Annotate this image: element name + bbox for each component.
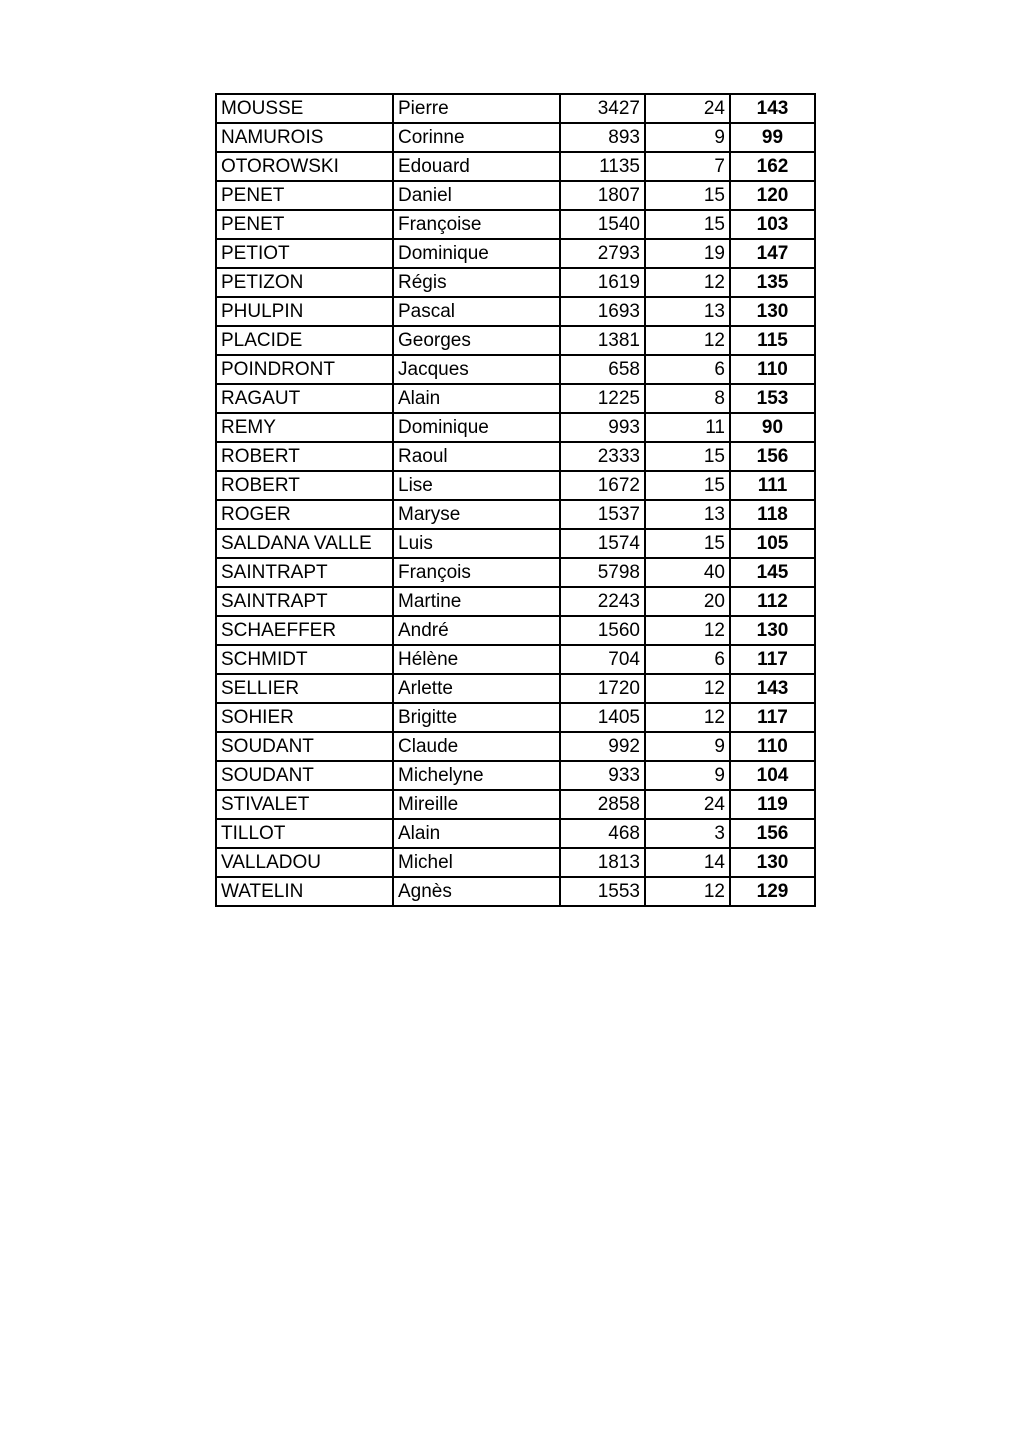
count-cell: 19 xyxy=(645,239,730,268)
table-row xyxy=(216,645,815,674)
count-cell: 6 xyxy=(645,355,730,384)
first-name-cell: Dominique xyxy=(393,413,560,442)
table-row xyxy=(216,268,815,297)
points-cell: 1693 xyxy=(560,297,645,326)
table-row xyxy=(216,674,815,703)
results-table xyxy=(215,93,816,907)
count-cell: 12 xyxy=(645,877,730,906)
average-cell: 162 xyxy=(730,152,815,181)
first-name-cell: Edouard xyxy=(393,152,560,181)
count-cell: 8 xyxy=(645,384,730,413)
table-row xyxy=(216,529,815,558)
first-name-cell: Régis xyxy=(393,268,560,297)
points-cell: 1574 xyxy=(560,529,645,558)
average-cell: 153 xyxy=(730,384,815,413)
points-cell: 1720 xyxy=(560,674,645,703)
count-cell: 7 xyxy=(645,152,730,181)
last-name-cell: SOHIER xyxy=(216,703,393,732)
table-row xyxy=(216,732,815,761)
last-name-cell: NAMUROIS xyxy=(216,123,393,152)
first-name-cell: Brigitte xyxy=(393,703,560,732)
points-cell: 1381 xyxy=(560,326,645,355)
last-name-cell: REMY xyxy=(216,413,393,442)
table-row xyxy=(216,181,815,210)
first-name-cell: Corinne xyxy=(393,123,560,152)
first-name-cell: Claude xyxy=(393,732,560,761)
last-name-cell: SALDANA VALLE xyxy=(216,529,393,558)
average-cell: 112 xyxy=(730,587,815,616)
last-name-cell: SOUDANT xyxy=(216,761,393,790)
average-cell: 110 xyxy=(730,355,815,384)
count-cell: 3 xyxy=(645,819,730,848)
first-name-cell: Georges xyxy=(393,326,560,355)
count-cell: 40 xyxy=(645,558,730,587)
table-row xyxy=(216,877,815,906)
average-cell: 145 xyxy=(730,558,815,587)
average-cell: 147 xyxy=(730,239,815,268)
average-cell: 103 xyxy=(730,210,815,239)
average-cell: 110 xyxy=(730,732,815,761)
first-name-cell: Pierre xyxy=(393,94,560,123)
table-row xyxy=(216,123,815,152)
last-name-cell: ROBERT xyxy=(216,442,393,471)
table-row xyxy=(216,471,815,500)
average-cell: 115 xyxy=(730,326,815,355)
points-cell: 1405 xyxy=(560,703,645,732)
table-row xyxy=(216,819,815,848)
count-cell: 9 xyxy=(645,123,730,152)
points-cell: 1553 xyxy=(560,877,645,906)
points-cell: 992 xyxy=(560,732,645,761)
points-cell: 933 xyxy=(560,761,645,790)
last-name-cell: TILLOT xyxy=(216,819,393,848)
last-name-cell: PETIOT xyxy=(216,239,393,268)
table-row xyxy=(216,761,815,790)
table-row xyxy=(216,413,815,442)
points-cell: 1672 xyxy=(560,471,645,500)
first-name-cell: Arlette xyxy=(393,674,560,703)
average-cell: 143 xyxy=(730,94,815,123)
first-name-cell: Daniel xyxy=(393,181,560,210)
first-name-cell: Luis xyxy=(393,529,560,558)
first-name-cell: Raoul xyxy=(393,442,560,471)
count-cell: 15 xyxy=(645,442,730,471)
first-name-cell: Jacques xyxy=(393,355,560,384)
count-cell: 11 xyxy=(645,413,730,442)
table-row xyxy=(216,355,815,384)
first-name-cell: Agnès xyxy=(393,877,560,906)
average-cell: 156 xyxy=(730,819,815,848)
first-name-cell: André xyxy=(393,616,560,645)
points-cell: 704 xyxy=(560,645,645,674)
average-cell: 135 xyxy=(730,268,815,297)
table-row xyxy=(216,558,815,587)
points-cell: 1540 xyxy=(560,210,645,239)
average-cell: 130 xyxy=(730,848,815,877)
table-row xyxy=(216,587,815,616)
average-cell: 119 xyxy=(730,790,815,819)
count-cell: 14 xyxy=(645,848,730,877)
average-cell: 105 xyxy=(730,529,815,558)
points-cell: 1225 xyxy=(560,384,645,413)
average-cell: 117 xyxy=(730,703,815,732)
points-cell: 1537 xyxy=(560,500,645,529)
count-cell: 12 xyxy=(645,326,730,355)
first-name-cell: François xyxy=(393,558,560,587)
average-cell: 118 xyxy=(730,500,815,529)
last-name-cell: ROBERT xyxy=(216,471,393,500)
points-cell: 1560 xyxy=(560,616,645,645)
count-cell: 12 xyxy=(645,616,730,645)
count-cell: 15 xyxy=(645,471,730,500)
first-name-cell: Françoise xyxy=(393,210,560,239)
count-cell: 15 xyxy=(645,210,730,239)
last-name-cell: POINDRONT xyxy=(216,355,393,384)
first-name-cell: Martine xyxy=(393,587,560,616)
first-name-cell: Michelyne xyxy=(393,761,560,790)
points-cell: 1807 xyxy=(560,181,645,210)
last-name-cell: PETIZON xyxy=(216,268,393,297)
points-cell: 468 xyxy=(560,819,645,848)
first-name-cell: Mireille xyxy=(393,790,560,819)
last-name-cell: SAINTRAPT xyxy=(216,587,393,616)
first-name-cell: Lise xyxy=(393,471,560,500)
results-table-body xyxy=(216,94,815,906)
first-name-cell: Pascal xyxy=(393,297,560,326)
table-row xyxy=(216,326,815,355)
count-cell: 6 xyxy=(645,645,730,674)
table-row xyxy=(216,152,815,181)
last-name-cell: STIVALET xyxy=(216,790,393,819)
points-cell: 1619 xyxy=(560,268,645,297)
table-row xyxy=(216,616,815,645)
average-cell: 156 xyxy=(730,442,815,471)
count-cell: 9 xyxy=(645,732,730,761)
last-name-cell: MOUSSE xyxy=(216,94,393,123)
points-cell: 3427 xyxy=(560,94,645,123)
average-cell: 99 xyxy=(730,123,815,152)
average-cell: 129 xyxy=(730,877,815,906)
points-cell: 2793 xyxy=(560,239,645,268)
first-name-cell: Maryse xyxy=(393,500,560,529)
count-cell: 24 xyxy=(645,790,730,819)
table-row xyxy=(216,239,815,268)
count-cell: 15 xyxy=(645,181,730,210)
points-cell: 1135 xyxy=(560,152,645,181)
count-cell: 20 xyxy=(645,587,730,616)
table-row xyxy=(216,703,815,732)
points-cell: 2333 xyxy=(560,442,645,471)
table-row xyxy=(216,384,815,413)
last-name-cell: SAINTRAPT xyxy=(216,558,393,587)
table-row xyxy=(216,790,815,819)
average-cell: 104 xyxy=(730,761,815,790)
first-name-cell: Alain xyxy=(393,819,560,848)
last-name-cell: VALLADOU xyxy=(216,848,393,877)
average-cell: 90 xyxy=(730,413,815,442)
table-row xyxy=(216,848,815,877)
last-name-cell: RAGAUT xyxy=(216,384,393,413)
table-row xyxy=(216,210,815,239)
count-cell: 12 xyxy=(645,268,730,297)
last-name-cell: PENET xyxy=(216,210,393,239)
count-cell: 12 xyxy=(645,703,730,732)
points-cell: 1813 xyxy=(560,848,645,877)
average-cell: 117 xyxy=(730,645,815,674)
first-name-cell: Alain xyxy=(393,384,560,413)
points-cell: 5798 xyxy=(560,558,645,587)
average-cell: 130 xyxy=(730,297,815,326)
average-cell: 143 xyxy=(730,674,815,703)
first-name-cell: Michel xyxy=(393,848,560,877)
last-name-cell: SELLIER xyxy=(216,674,393,703)
count-cell: 13 xyxy=(645,297,730,326)
last-name-cell: PHULPIN xyxy=(216,297,393,326)
points-cell: 993 xyxy=(560,413,645,442)
last-name-cell: PENET xyxy=(216,181,393,210)
table-row xyxy=(216,500,815,529)
last-name-cell: ROGER xyxy=(216,500,393,529)
average-cell: 111 xyxy=(730,471,815,500)
count-cell: 9 xyxy=(645,761,730,790)
count-cell: 15 xyxy=(645,529,730,558)
count-cell: 12 xyxy=(645,674,730,703)
table-row xyxy=(216,442,815,471)
last-name-cell: SCHMIDT xyxy=(216,645,393,674)
last-name-cell: SOUDANT xyxy=(216,732,393,761)
last-name-cell: OTOROWSKI xyxy=(216,152,393,181)
last-name-cell: WATELIN xyxy=(216,877,393,906)
table-row xyxy=(216,297,815,326)
points-cell: 2858 xyxy=(560,790,645,819)
count-cell: 24 xyxy=(645,94,730,123)
count-cell: 13 xyxy=(645,500,730,529)
first-name-cell: Hélène xyxy=(393,645,560,674)
points-cell: 2243 xyxy=(560,587,645,616)
last-name-cell: SCHAEFFER xyxy=(216,616,393,645)
average-cell: 120 xyxy=(730,181,815,210)
first-name-cell: Dominique xyxy=(393,239,560,268)
average-cell: 130 xyxy=(730,616,815,645)
points-cell: 893 xyxy=(560,123,645,152)
points-cell: 658 xyxy=(560,355,645,384)
table-row xyxy=(216,94,815,123)
last-name-cell: PLACIDE xyxy=(216,326,393,355)
